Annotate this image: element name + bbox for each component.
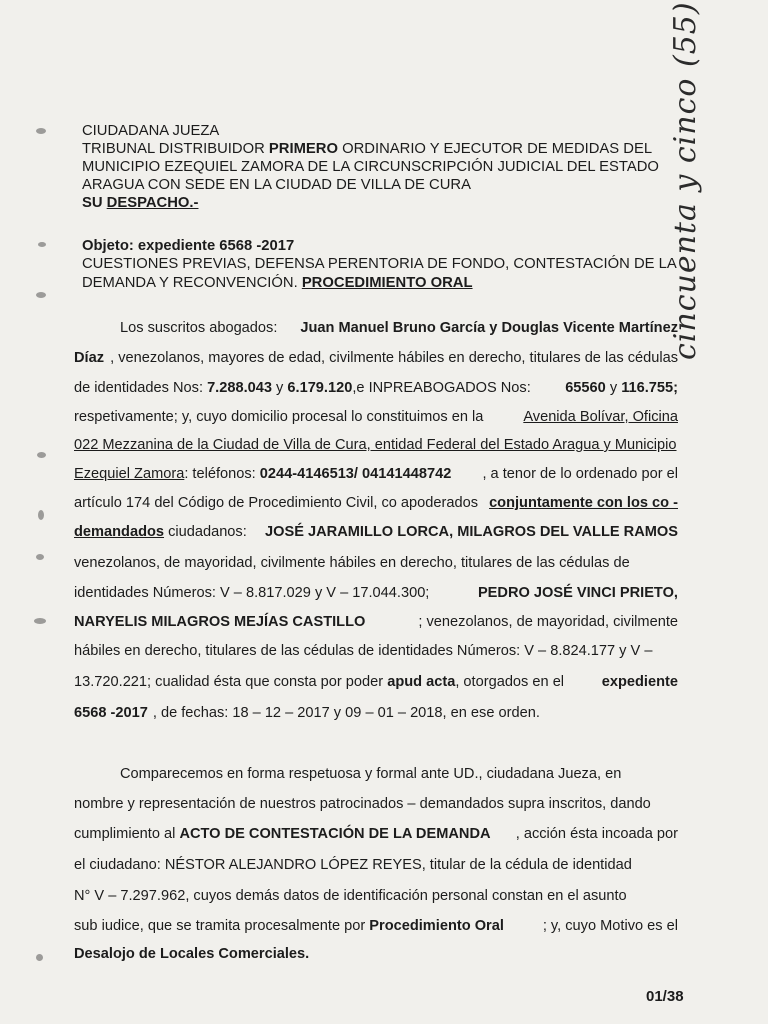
- scan-speck: [38, 510, 44, 520]
- paragraph-line: sub iudice, que se tramita procesalmente por Procedimiento Oral ; y, cuyo Motivo es el: [74, 918, 678, 934]
- paragraph-line: 6568 -2017 , de fechas: 18 – 12 – 2017 y 09 – 01 – 2018, en ese orden.: [74, 705, 540, 721]
- paragraph-line: demandados ciudadanos: JOSÉ JARAMILLO LORCA, MILAGROS DEL VALLE RAMOS: [74, 524, 678, 540]
- paragraph-line: Comparecemos en forma respetuosa y formal ante UD., ciudadana Jueza, en: [120, 766, 622, 782]
- paragraph-line: Díaz , venezolanos, mayores de edad, civilmente hábiles en derecho, titulares de las cédulas: [74, 350, 678, 366]
- scan-speck: [36, 554, 44, 560]
- scan-speck: [36, 128, 46, 134]
- court-line-2: MUNICIPIO EZEQUIEL ZAMORA DE LA CIRCUNSCRIPCIÓN JUDICIAL DEL ESTADO: [82, 159, 659, 175]
- scan-speck: [38, 242, 46, 247]
- address-line: 022 Mezzanina de la Ciudad de Villa de Cura, entidad Federal del Estado Aragua y Municipio: [74, 437, 677, 453]
- paragraph-line: venezolanos, de mayoridad, civilmente hábiles en derecho, titulares de las cédulas de: [74, 555, 630, 571]
- paragraph-line: artículo 174 del Código de Procedimiento Civil, co apoderados conjuntamente con los co -: [74, 495, 678, 511]
- paragraph-line: cumplimiento al ACTO DE CONTESTACIÓN DE LA DEMANDA , acción ésta incoada por: [74, 826, 678, 842]
- court-line-1: TRIBUNAL DISTRIBUIDOR PRIMERO ORDINARIO Y EJECUTOR DE MEDIDAS DEL: [82, 141, 653, 157]
- paragraph-line: el ciudadano: NÉSTOR ALEJANDRO LÓPEZ REYES, titular de la cédula de identidad: [74, 857, 632, 873]
- court-line-3: ARAGUA CON SEDE EN LA CIUDAD DE VILLA DE CURA: [82, 177, 471, 193]
- dispatch-line: SU DESPACHO.-: [82, 195, 199, 211]
- paragraph-line: de identidades Nos: 7.288.043 y 6.179.120,e INPREABOGADOS Nos: 65560 y 116.755;: [74, 380, 678, 396]
- paragraph-line: NARYELIS MILAGROS MEJÍAS CASTILLO ; venezolanos, de mayoridad, civilmente: [74, 614, 678, 630]
- scan-speck: [36, 292, 46, 298]
- scan-speck: [37, 452, 46, 458]
- paragraph-line: Los suscritos abogados: Juan Manuel Bruno García y Douglas Vicente Martínez: [120, 320, 678, 336]
- addressee-line: CIUDADANA JUEZA: [82, 123, 220, 139]
- paragraph-line: N° V – 7.297.962, cuyos demás datos de identificación personal constan en el asunto: [74, 888, 627, 904]
- object-line-2: CUESTIONES PREVIAS, DEFENSA PERENTORIA DE FONDO, CONTESTACIÓN DE LA: [82, 256, 677, 272]
- paragraph-line: Desalojo de Locales Comerciales.: [74, 946, 310, 962]
- object-title: Objeto: expediente 6568 -2017: [82, 238, 295, 254]
- handwritten-margin-note: cincuenta y cinco (55): [668, 1, 703, 360]
- paragraph-line: 13.720.221; cualidad ésta que consta por poder apud acta, otorgados en el expediente: [74, 674, 678, 690]
- paragraph-line: respetivamente; y, cuyo domicilio procesal lo constituimos en la Avenida Bolívar, Oficina: [74, 409, 678, 425]
- paragraph-line: hábiles en derecho, titulares de las cédulas de identidades Números: V – 8.824.177 y V –: [74, 643, 653, 659]
- paragraph-line: identidades Números: V – 8.817.029 y V – 17.044.300; PEDRO JOSÉ VINCI PRIETO,: [74, 585, 678, 601]
- scan-speck: [34, 618, 46, 624]
- paragraph-line: nombre y representación de nuestros patrocinados – demandados supra inscritos, dando: [74, 796, 651, 812]
- paragraph-line: Ezequiel Zamora: teléfonos: 0244-4146513/ 04141448742 , a tenor de lo ordenado por el: [74, 466, 678, 482]
- object-line-3: DEMANDA Y RECONVENCIÓN. PROCEDIMIENTO ORAL: [82, 275, 473, 291]
- scan-speck: [36, 954, 43, 961]
- page-number: 01/38: [646, 988, 684, 1005]
